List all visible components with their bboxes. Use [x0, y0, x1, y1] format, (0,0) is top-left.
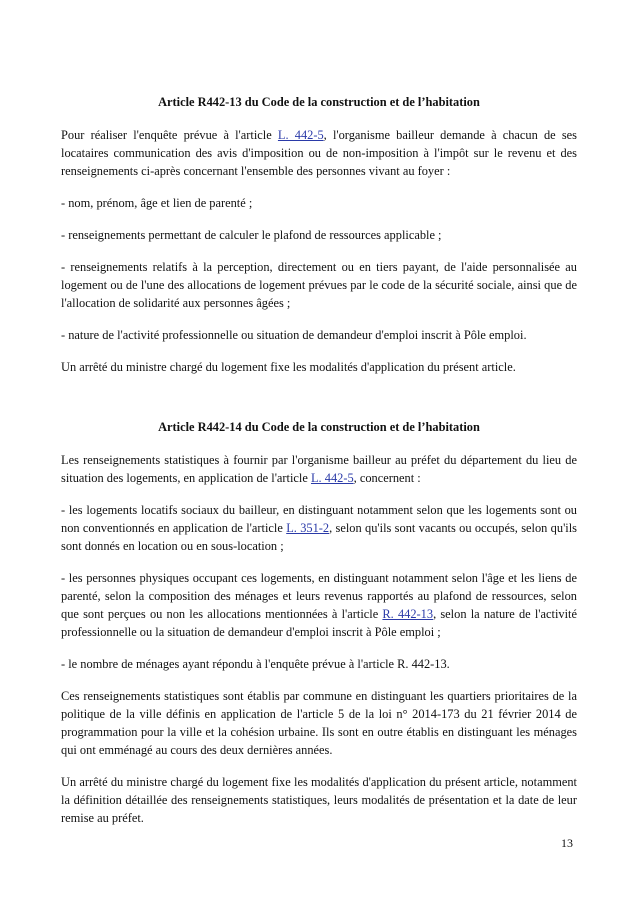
list-item-logements [61, 501, 577, 555]
article-r442-14-closing: Un arrêté du ministre chargé du logement fixe les modalités d'application du présent article, notamment la définition détaillée des renseignements statistiques, leurs modalités de présentation et la date de leur remise au préfet. [61, 775, 577, 825]
intro-text-after: , concernent : [353, 471, 421, 485]
article-r442-13-intro [61, 126, 577, 180]
intro-text-before: Les renseignements statistiques à fournir par l'organisme bailleur au préfet du département du lieu de situation des logements, en application de l'article [61, 453, 577, 485]
article-r442-13-closing: Un arrêté du ministre chargé du logement fixe les modalités d'application du présent article. [61, 360, 516, 374]
list-item-nom: - nom, prénom, âge et lien de parenté ; [61, 196, 253, 210]
item-text-before: - les logements locatifs sociaux du bailleur, en distinguant notamment selon que les logements sont ou non conventionnés en application de l'article [61, 503, 577, 535]
link-l442-5[interactable]: L. 442-5 [310, 471, 354, 485]
intro-text-before: Pour réaliser l'enquête prévue à l'article [61, 128, 278, 142]
article-r442-13-title: Article R442-13 du Code de la construction et de l’habitation [158, 95, 480, 109]
item-text-after: , selon qu'ils sont vacants ou occupés, selon qu'ils sont donnés en location ou en sous-location ; [61, 521, 578, 553]
link-l442-5[interactable]: L. 442-5 [277, 128, 324, 142]
article-r442-14-intro [61, 451, 577, 487]
list-item-aide-logement: - renseignements relatifs à la perception, directement ou en tiers payant, de l'aide personnalisée au logement ou de l'une des allocations de logement prévues par le code de la sécurité sociale, ainsi que de l'allocation de solidarité aux personnes âgées ; [61, 260, 577, 310]
article-r442-14-title: Article R442-14 du Code de la construction et de l’habitation [158, 420, 480, 434]
list-item-activite: - nature de l'activité professionnelle ou situation de demandeur d'emploi inscrit à Pôle emploi. [61, 328, 527, 342]
document-page [61, 93, 577, 841]
list-item-menages: - le nombre de ménages ayant répondu à l'enquête prévue à l'article R. 442-13. [61, 657, 450, 671]
intro-text-after: , l'organisme bailleur demande à chacun de ses locataires communication des avis d'imposition ou de non-imposition à l'impôt sur le revenu et des renseignements ci-après concernant l'ensemble des personnes vivant au foyer : [61, 128, 577, 178]
item-text-after: , selon la nature de l'activité professionnelle ou la situation de demandeur d'emploi inscrit à Pôle emploi ; [61, 607, 577, 639]
link-r442-13[interactable]: R. 442-13 [382, 607, 434, 621]
paragraph-statistiques: Ces renseignements statistiques sont établis par commune en distinguant les quartiers prioritaires de la politique de la ville définis en application de l'article 5 de la loi n° 2014-173 du 21 février 2014 de programmation pour la ville et la cohésion urbaine. Ils sont en outre établis en distinguant les ménages qui ont emménagé au cours des deux dernières années. [61, 689, 577, 757]
link-l351-2[interactable]: L. 351-2 [286, 521, 330, 535]
list-item-ressources: - renseignements permettant de calculer le plafond de ressources applicable ; [61, 228, 442, 242]
list-item-personnes [61, 569, 577, 641]
item-text-before: - les personnes physiques occupant ces logements, en distinguant notamment selon l'âge et les liens de parenté, selon la composition des ménages et leurs revenus rapportés au plafond de ressources, selon que sont perçues ou non les allocations mentionnées à l'article [61, 571, 577, 621]
section-spacer [61, 390, 577, 418]
page-number: 13 [561, 836, 573, 850]
